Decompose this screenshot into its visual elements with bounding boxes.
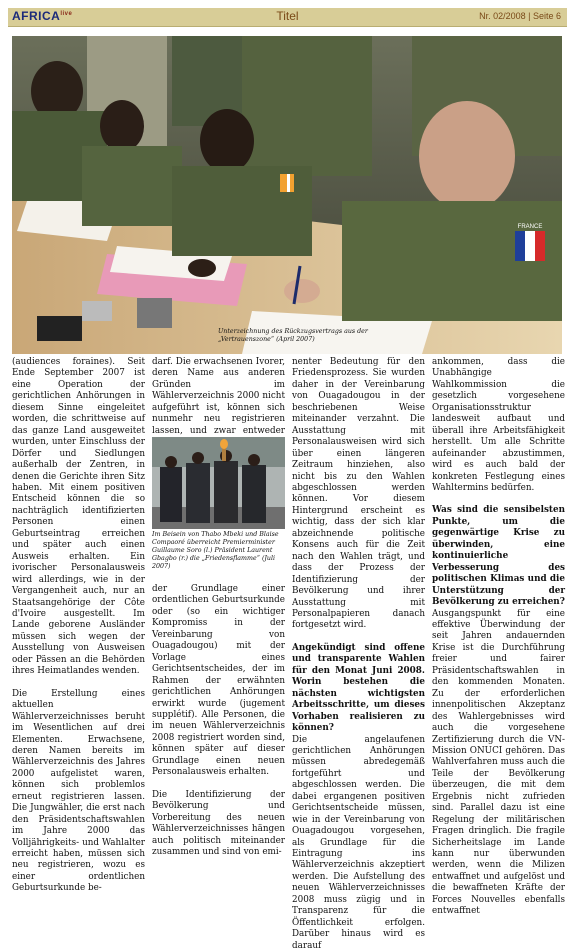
paragraph: darf. Die erwachsenen Ivorer, deren Name aus anderen Gründen im Wählerverzeichnis 2000 nicht aufgeführt ist, können sich nunmehr neu registrieren lassen, und zwar entweder	[152, 357, 285, 449]
small-photo-caption: Im Beisein von Thabo Mbeki und Blaise Compaoré überreicht Premierminister Guillaume Soro (l.) Präsident Laurent Gbagbo (r.) die „Friedensflamme“ (Juli 2007)	[152, 531, 285, 571]
main-photo-caption: Unterzeichnung des Rückzugsvertrags aus der „Vertrauenszone“ (April 2007)	[218, 328, 368, 344]
logo-subtext: live	[60, 11, 72, 17]
small-photo	[152, 437, 285, 529]
text-column-2-top	[152, 357, 285, 449]
paragraph: nenter Bedeutung für den Friedensprozess. Sie wurden daher in der Vereinbarung von Ouagadougou in der beschriebenen Weise miteinander verzahnt. Die Ausstattung mit Personalausweisen wird sich über einen längeren Zeitraum hinziehen, also nicht bis zu den Wahlen abgeschlossen werden können. Vor diesem Hintergrund erscheint es wichtig, dass der sich klar abzeichnende politische Konsens auch für die Zeit nach den Wahlen trägt, und dass der Prozess der Identifizierung der Bevölkerung und ihrer Ausstattung mit Personalpapieren danach fortgesetzt wird.	[292, 357, 425, 632]
text-column-2-bottom	[152, 584, 285, 858]
paragraph: Die Identifizierung der Bevölkerung und Vorbereitung des neuen Wählerverzeichnisses hängen auch politisch miteinander zusammen und sind von emi-	[152, 790, 285, 859]
flag-label: FRANCE	[518, 224, 543, 230]
paragraph: Ausgangspunkt für eine effektive Überwindung der seit Jahren andauernden Krise ist die Durchführung freier und fairer Präsidentschaftswahlen in den kommenden Monaten. Zu der erforderlichen innenpolitischen Akzeptanz des Wahlergebnisses wird auch die vorgesehene Zertifizierung durch die VN-Mission ONUCI gehören. Das Wahlverfahren muss auch die Teile der Bevölkerung überzeugen, die mit dem Ergebnis nicht zufrieden sind. Parallel dazu ist eine Regelung der militärischen Fragen dringlich. Die fragile Sicherheitslage im Lande kann nur überwunden werden, wenn die Milizen entwaffnet und aufgelöst und die bewaffneten Kräfte der Forces Nouvelles ebenfalls entwaffnet	[432, 609, 565, 918]
logo-text: AFRICA	[12, 9, 60, 23]
interview-question: Angekündigt sind offene und transparente Wahlen für den Monat Juni 2008. Worin bestehen die nächsten wichtigsten Arbeitsschritte, um dieses Vorhaben realisieren zu können?	[292, 643, 425, 735]
paragraph: der Grundlage einer ordentlichen Geburtsurkunde oder (so ein wichtiger Kompromiss in der Vereinbarung von Ouagadougou) mit der Vorlage eines Gerichtsentscheides, der im Rahmen der erwähnten gerichtlichen Anhörungen erwirkt wurde (jugement supplétif). Alle Personen, die im neuen Wählerverzeichnis 2008 registriert worden sind, können später auf dieser Grundlage einen neuen Personalausweis erhalten.	[152, 584, 285, 779]
paragraph: Die angelaufenen gerichtlichen Anhörungen müssen abredegemäß fortgeführt und abgeschlossen werden. Die dabei ergangenen positiven Gerichtsentscheide müssen, wie in der Vereinbarung von Ouagadougou vorgesehen, als Grundlage für die Eintragung ins Wählerverzeichnis akzeptiert werden. Die Aufstellung des neuen Wählerverzeichnisses 2008 muss zügig und in Transparenz für die Öffentlichkeit erfolgen. Darüber hinaus wird es darauf	[292, 735, 425, 952]
issue-page-label: Nr. 02/2008 | Seite 6	[479, 11, 561, 21]
text-column-1	[12, 357, 145, 895]
section-title: Titel	[8, 9, 567, 23]
paragraph: Die Erstellung eines aktuellen Wählerverzeichnisses beruht im Wesentlichen auf drei Elementen. Erwachsene, deren Namen bereits im Wählerverzeichnis des Jahres 2000 aufgelistet waren, können sich problemlos erneut registrieren lassen. Die Jungwähler, die erst nach den Präsidentschaftswahlen im Jahre 2000 das Volljährigkeits- und Wahlalter erreicht haben, müssen sich neu registrieren, wozu es einer ordentlichen Geburtsurkunde be-	[12, 689, 145, 895]
text-column-3	[292, 357, 425, 952]
text-column-4	[432, 357, 565, 918]
paragraph: ankommen, dass die Unabhängige Wahlkommission die gesetzlich vorgesehene Organisationsstruktur landesweit aufbaut und überall ihre Arbeitsfähigkeit herstellt. Um alle Schritte aufeinander abzustimmen, wird es auch bald der konkreten Festlegung eines Wahltermins bedürfen.	[432, 357, 565, 494]
paragraph: (audiences foraines). Seit Ende September 2007 ist eine Operation der gerichtlichen Anhörungen in diesem Sinne eingeleitet worden, die schrittweise auf das ganze Land ausgeweitet wurden, unter Einschluss der Dörfer und Siedlungen außerhalb der Zentren, in denen die Gerichte ihren Sitz haben. Mit einem positiven Entscheid können die so nachträglich identifizierten Personen einen Geburtseintrag erreichen und später auch einen Ausweis erhalten. Ein ivorischer Personalausweis wird allerdings, wie in der Vergangenheit auch, nur an Staatsangehörige der Côte d'Ivoire ausgestellt. Im Lande geborene Ausländer müssen sich wegen der Ausstellung von Ausweisen oder Pässen an die Behörden ihres Heimatlandes wenden.	[12, 357, 145, 678]
interview-question: Was sind die sensibelsten Punkte, um die gegenwärtige Krise zu überwinden, eine kontinuierliche Verbesserung des politischen Klimas und die Unterstützung der Bevölkerung zu erreichen?	[432, 505, 565, 608]
main-photo	[12, 36, 562, 354]
page-header	[8, 8, 567, 27]
